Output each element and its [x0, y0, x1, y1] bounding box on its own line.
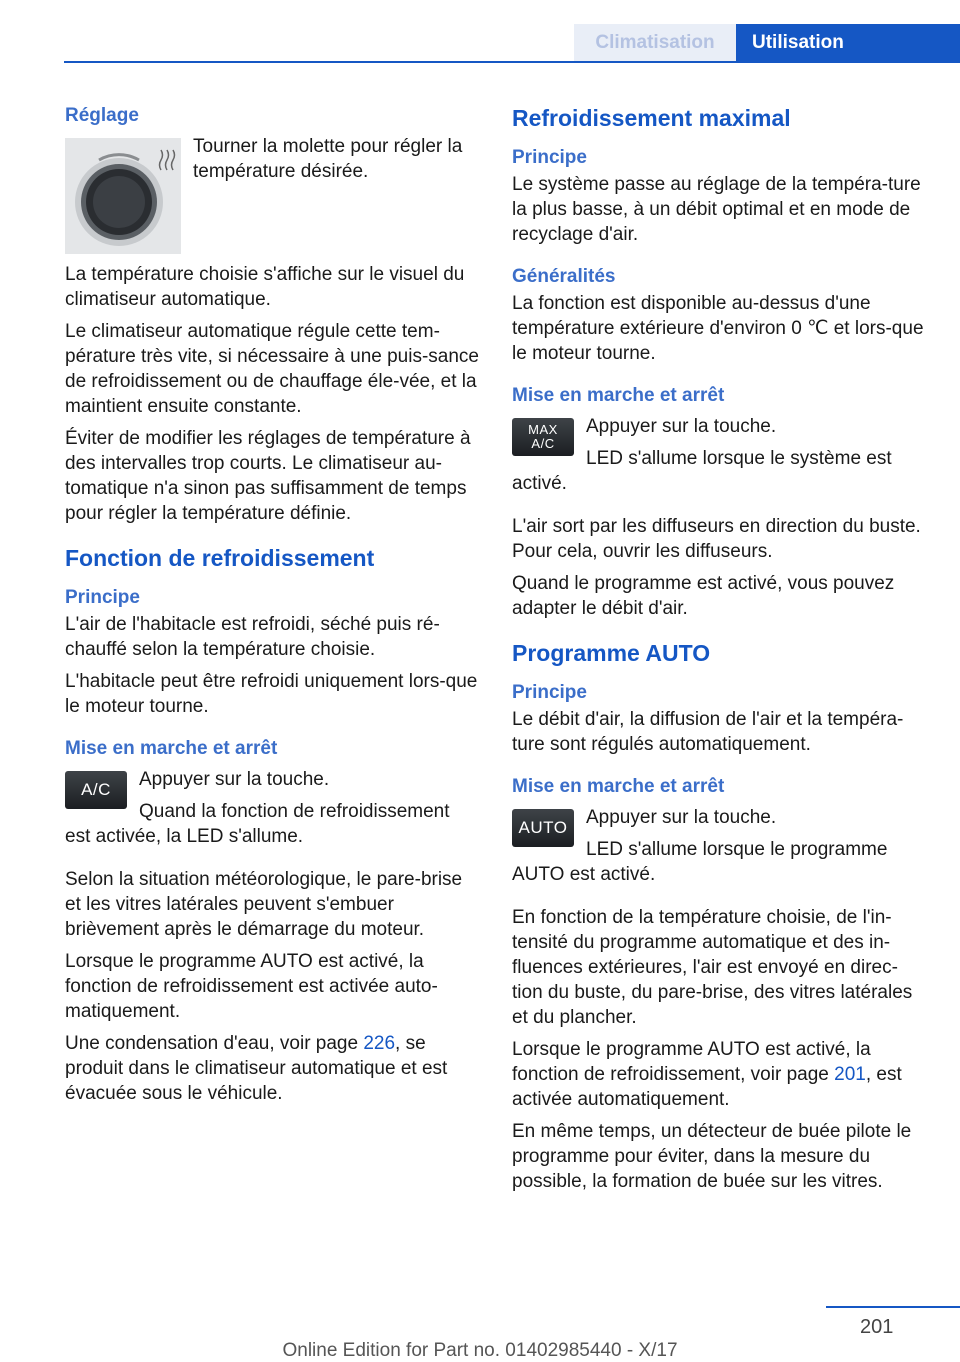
max-ac-button-image	[512, 418, 574, 456]
page-header	[0, 0, 960, 62]
link-page-201[interactable]: 201	[834, 1064, 866, 1085]
page-number: 201	[860, 1316, 894, 1338]
heading-principe: Principe	[65, 587, 140, 608]
paragraph-condensation	[65, 1031, 479, 1106]
tab-utilisation[interactable]: Utilisation	[736, 24, 960, 62]
principe-max-paragraph: Le système passe au réglage de la tempéra-ture la plus basse, à un débit optimal et en mode de recyclage d'air.	[512, 174, 921, 245]
section-generalites	[512, 265, 926, 366]
heading-marche-max: Mise en marche et arrêt	[512, 385, 725, 406]
section-auto-marche	[512, 775, 926, 887]
heading-fonction-refroidissement: Fonction de refroidissement	[65, 545, 375, 571]
section-principe-left	[65, 586, 479, 719]
paragraph-auto-refroidissement	[512, 1037, 926, 1112]
generalites-paragraph: La fonction est disponible au-dessus d'une température extérieure d'environ 0 ℃ et lors-que le moteur tourne.	[512, 293, 924, 364]
max-label: MAX	[528, 422, 558, 437]
principe-paragraph-1: L'air de l'habitacle est refroidi, séché puis ré-chauffé selon la température choisie.	[65, 614, 440, 660]
auto-principe-paragraph: Le débit d'air, la diffusion de l'air et la tempéra-ture sont régulés automatiquement.	[512, 709, 904, 755]
paragraph-diffuseurs: L'air sort par les diffuseurs en direction du buste. Pour cela, ouvrir les diffuseurs.	[512, 516, 921, 562]
heading-mise-en-marche: Mise en marche et arrêt	[65, 738, 278, 759]
heading-refroidissement-maximal: Refroidissement maximal	[512, 105, 791, 131]
paragraph-auto-active: Lorsque le programme AUTO est activé, la fonction de refroidissement est activée auto-matiquement.	[65, 951, 438, 1022]
header-rule	[64, 61, 960, 63]
tab-climatisation[interactable]: Climatisation	[574, 24, 736, 62]
principe-paragraph-2: L'habitacle peut être refroidi uniquement lors-que le moteur tourne.	[65, 671, 478, 717]
paragraph-auto-fonction: En fonction de la température choisie, de l'in-tensité du programme automatique et des in-fluences extérieures, l'air est envoyé en direc-tion du buste, du pare-brise, des vitres latérales et du plancher.	[512, 907, 913, 1028]
auto-marche-paragraph-2: LED s'allume lorsque le programme AUTO est activé.	[512, 839, 888, 885]
section-reglage	[65, 104, 479, 526]
paragraph-embuer: Selon la situation météorologique, le pare-brise et les vitres latérales peuvent s'embuer brièvement après le démarrage du moteur.	[65, 869, 463, 940]
heading-auto-principe: Principe	[512, 682, 587, 703]
auto-marche-paragraph-1: Appuyer sur la touche.	[586, 807, 777, 828]
temperature-knob-image	[65, 138, 181, 254]
heading-generalites: Généralités	[512, 266, 616, 287]
condensation-text-b: , se produit dans le climatiseur automatique et est évacuée sous le véhicule.	[65, 1033, 448, 1104]
marche-paragraph-2: Quand la fonction de refroidissement est activée, la LED s'allume.	[65, 801, 450, 847]
footer-rule	[826, 1306, 960, 1308]
ac-button-image: A/C	[65, 771, 127, 809]
paragraph-detecteur-buee: En même temps, un détecteur de buée pilote le programme pour éviter, dans la mesure du possible, la formation de buée sur les vitres.	[512, 1121, 912, 1192]
right-column	[512, 104, 926, 1201]
condensation-text-a: Une condensation d'eau, voir page	[65, 1033, 364, 1054]
section-auto-principe	[512, 681, 926, 757]
heading-principe-max: Principe	[512, 147, 587, 168]
heading-reglage: Réglage	[65, 105, 139, 126]
reglage-paragraph-2: La température choisie s'affiche sur le visuel du climatiseur automatique.	[65, 264, 465, 310]
paragraph-debit: Quand le programme est activé, vous pouvez adapter le débit d'air.	[512, 573, 895, 619]
heading-programme-auto: Programme AUTO	[512, 640, 711, 666]
left-column	[65, 104, 479, 1113]
link-page-226[interactable]: 226	[363, 1033, 396, 1054]
heading-auto-marche: Mise en marche et arrêt	[512, 776, 725, 797]
reglage-figure-row	[65, 134, 479, 262]
auto-figure-row	[512, 805, 926, 887]
max-ac-figure-row	[512, 414, 926, 496]
edition-footer: Online Edition for Part no. 01402985440 - X/17	[282, 1340, 678, 1361]
reglage-paragraph-4: Éviter de modifier les réglages de température à des intervalles trop courts. Le climatiseur au-tomatique n'a sinon pas suffisamment de temps pour régler la température définie.	[65, 428, 471, 524]
knob-icon	[65, 138, 181, 254]
marche-max-paragraph-1: Appuyer sur la touche.	[586, 416, 777, 437]
reglage-instruction: Tourner la molette pour régler la température désirée.	[193, 136, 463, 182]
section-principe-right	[512, 146, 926, 247]
marche-max-paragraph-2: LED s'allume lorsque le système est activé.	[512, 448, 892, 494]
auto-refroid-text-b: , est activée automatiquement.	[512, 1064, 902, 1110]
section-marche-left	[65, 737, 479, 849]
ac-figure-row	[65, 767, 479, 849]
ac-label: A/C	[531, 436, 555, 451]
auto-button-image: AUTO	[512, 809, 574, 847]
section-marche-max	[512, 384, 926, 496]
marche-paragraph-1: Appuyer sur la touche.	[139, 769, 330, 790]
auto-refroid-text-a: Lorsque le programme AUTO est activé, la fonction de refroidissement, voir page	[512, 1039, 871, 1085]
reglage-paragraph-3: Le climatiseur automatique régule cette tem-pérature très vite, si nécessaire à une puis-sance de refroidissement ou de chauffage éle-vée, et la maintient ensuite constante.	[65, 321, 479, 417]
